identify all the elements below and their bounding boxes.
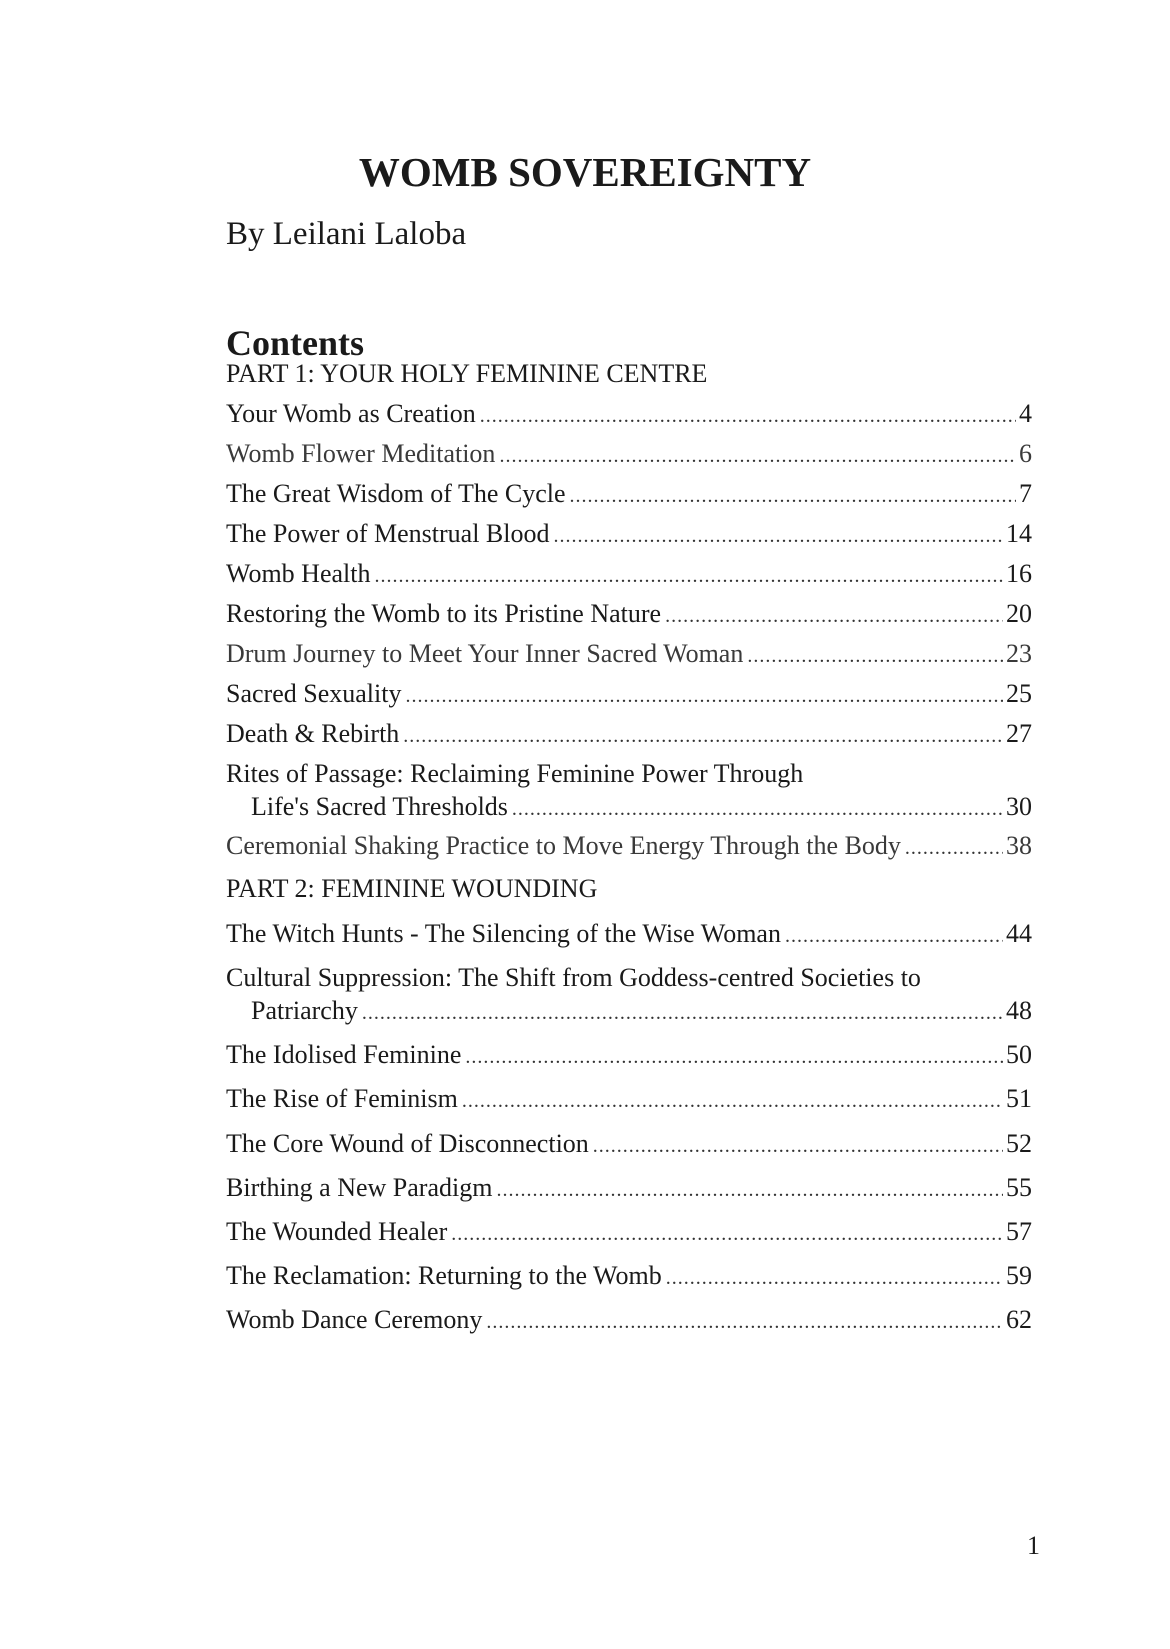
toc-entry-page: 23 bbox=[1006, 639, 1032, 668]
toc-entry[interactable] bbox=[226, 517, 1032, 553]
toc-entry-title: The Core Wound of Disconnection bbox=[226, 1129, 589, 1158]
toc-entry[interactable] bbox=[226, 757, 1032, 826]
toc-entry-title: Your Womb as Creation bbox=[226, 399, 476, 428]
leader-dots bbox=[666, 1259, 1003, 1295]
toc-entry-page: 51 bbox=[1006, 1084, 1032, 1113]
toc-entry-page: 16 bbox=[1006, 559, 1032, 588]
toc-entry-title: Cultural Suppression: The Shift from Goddess-centred Societies to bbox=[226, 963, 921, 992]
leader-dots bbox=[480, 397, 1016, 433]
toc-entry-page: 38 bbox=[1006, 831, 1032, 860]
toc-entry[interactable] bbox=[226, 1082, 1032, 1118]
toc-entry[interactable] bbox=[226, 1171, 1032, 1207]
toc-entry-title: Birthing a New Paradigm bbox=[226, 1173, 493, 1202]
toc-entry[interactable] bbox=[226, 477, 1032, 513]
toc-entry-title: The Rise of Feminism bbox=[226, 1084, 458, 1113]
contents-heading: Contents bbox=[226, 323, 365, 363]
toc-entry-page: 59 bbox=[1006, 1261, 1032, 1290]
toc-entry-title: The Great Wisdom of The Cycle bbox=[226, 479, 566, 508]
page-number: 1 bbox=[1027, 1531, 1040, 1560]
leader-dots bbox=[496, 1171, 1003, 1207]
leader-dots bbox=[462, 1082, 1003, 1118]
toc-entry-title-continued: Patriarchy bbox=[251, 996, 358, 1025]
toc-entry-page: 7 bbox=[1019, 479, 1032, 508]
toc-entry[interactable] bbox=[226, 597, 1032, 633]
leader-dots bbox=[405, 677, 1003, 713]
author-line: By Leilani Laloba bbox=[226, 216, 467, 252]
leader-dots bbox=[747, 637, 1003, 673]
toc-entry-page: 30 bbox=[1006, 792, 1032, 821]
toc-entry[interactable] bbox=[226, 1038, 1032, 1074]
toc-entry[interactable] bbox=[226, 437, 1032, 473]
toc-entry-page: 20 bbox=[1006, 599, 1032, 628]
toc-entry-page: 52 bbox=[1006, 1129, 1032, 1158]
leader-dots bbox=[465, 1038, 1003, 1074]
part-label: PART 2: FEMININE WOUNDING bbox=[226, 874, 598, 903]
toc-entry-page: 55 bbox=[1006, 1173, 1032, 1202]
toc-entry[interactable] bbox=[226, 829, 1032, 865]
toc-entry-page: 14 bbox=[1006, 519, 1032, 548]
toc-entry-title: Ceremonial Shaking Practice to Move Energy Through the Body bbox=[226, 831, 901, 860]
toc-entry-page: 25 bbox=[1006, 679, 1032, 708]
book-title: WOMB SOVEREIGNTY bbox=[358, 149, 812, 195]
toc-entry-page: 50 bbox=[1006, 1040, 1032, 1069]
toc-entry[interactable] bbox=[226, 917, 1032, 953]
toc-entry-page: 6 bbox=[1019, 439, 1032, 468]
toc-entry-page: 48 bbox=[1006, 996, 1032, 1025]
toc-entry[interactable] bbox=[226, 557, 1032, 593]
toc-entry-title: Womb Flower Meditation bbox=[226, 439, 496, 468]
leader-dots bbox=[451, 1215, 1003, 1251]
toc-entry-page: 4 bbox=[1019, 399, 1032, 428]
toc-entry[interactable] bbox=[226, 717, 1032, 753]
toc-entry-title: The Power of Menstrual Blood bbox=[226, 519, 550, 548]
toc-entry-title: The Wounded Healer bbox=[226, 1217, 448, 1246]
toc-entry[interactable] bbox=[226, 1303, 1032, 1339]
toc-entry-page: 62 bbox=[1006, 1305, 1032, 1334]
toc-entry[interactable] bbox=[226, 637, 1032, 673]
toc-entry-title: The Idolised Feminine bbox=[226, 1040, 462, 1069]
part-heading bbox=[226, 357, 1032, 390]
toc-entry[interactable] bbox=[226, 1215, 1032, 1251]
toc-entry-title: Death & Rebirth bbox=[226, 719, 400, 748]
toc-entry-title: The Witch Hunts - The Silencing of the Wise Woman bbox=[226, 919, 781, 948]
leader-dots bbox=[375, 557, 1004, 593]
leader-dots bbox=[362, 994, 1003, 1030]
leader-dots bbox=[905, 829, 1003, 865]
toc-entry[interactable] bbox=[226, 961, 1032, 1030]
leader-dots bbox=[486, 1303, 1003, 1339]
leader-dots bbox=[665, 597, 1003, 633]
leader-dots bbox=[570, 477, 1016, 513]
toc-entry-title: Restoring the Womb to its Pristine Nature bbox=[226, 599, 662, 628]
leader-dots bbox=[593, 1127, 1003, 1163]
part-heading bbox=[226, 872, 1032, 905]
part-label: PART 1: YOUR HOLY FEMININE CENTRE bbox=[226, 359, 708, 388]
toc-entry-title: Womb Health bbox=[226, 559, 371, 588]
leader-dots bbox=[554, 517, 1003, 553]
leader-dots bbox=[785, 917, 1003, 953]
toc-entry-title: Drum Journey to Meet Your Inner Sacred Woman bbox=[226, 639, 744, 668]
toc-entry-page: 27 bbox=[1006, 719, 1032, 748]
toc-entry[interactable] bbox=[226, 397, 1032, 433]
toc-entry-title: The Reclamation: Returning to the Womb bbox=[226, 1261, 662, 1290]
toc-entry-page: 44 bbox=[1006, 919, 1032, 948]
toc-entry-title: Rites of Passage: Reclaiming Feminine Power Through bbox=[226, 759, 804, 788]
toc-entry[interactable] bbox=[226, 677, 1032, 713]
toc-entry-title: Womb Dance Ceremony bbox=[226, 1305, 483, 1334]
toc-entry-page: 57 bbox=[1006, 1217, 1032, 1246]
toc-entry-title-continued: Life's Sacred Thresholds bbox=[251, 792, 508, 821]
toc-entry[interactable] bbox=[226, 1259, 1032, 1295]
leader-dots bbox=[403, 717, 1003, 753]
toc-entry-title: Sacred Sexuality bbox=[226, 679, 402, 708]
toc-entry[interactable] bbox=[226, 1127, 1032, 1163]
leader-dots bbox=[499, 437, 1016, 473]
leader-dots bbox=[512, 790, 1003, 826]
